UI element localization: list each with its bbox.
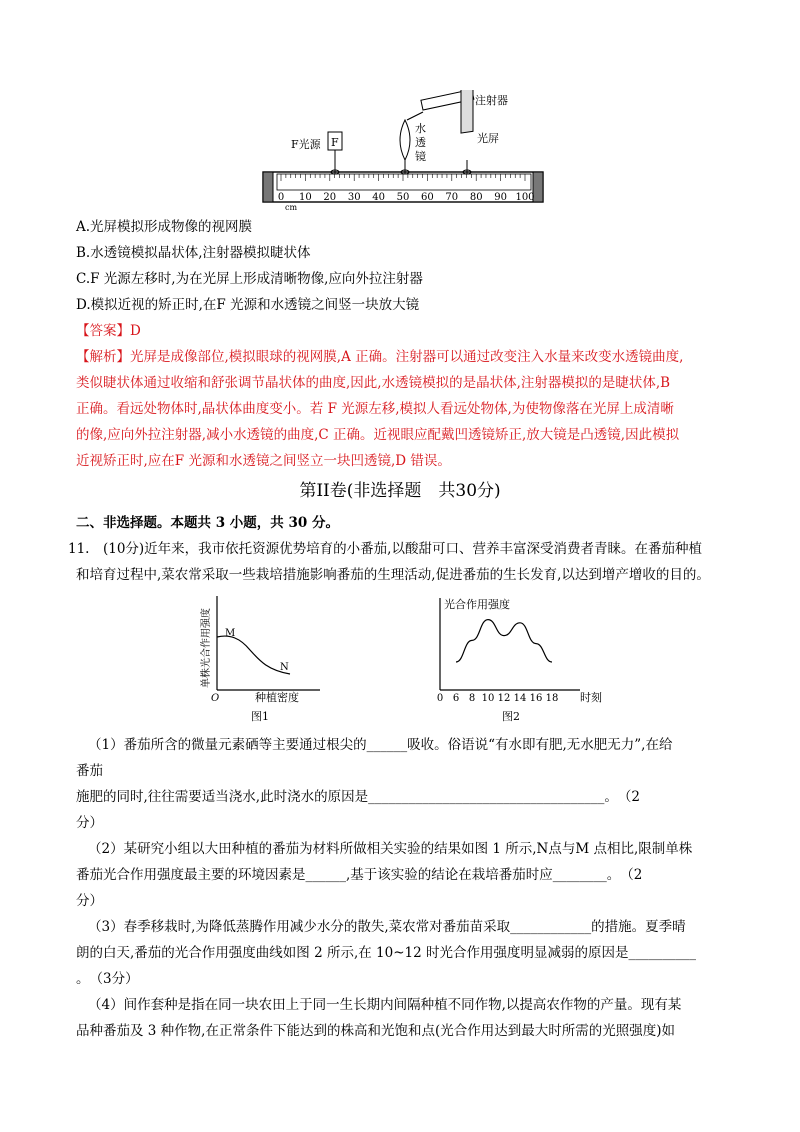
q11-sub-1d: 分）: [76, 815, 103, 831]
fig2-caption: 图2: [502, 710, 520, 723]
fig2-tick-label: 12: [497, 693, 511, 704]
q11-intro-1: 11. (10分)近年来，我市依托资源优势培育的小番茄,以酸甜可口、营养丰富深受消费者青睐。在番茄种植: [68, 541, 702, 557]
fig1-xlabel: 种植密度: [255, 691, 299, 704]
q11-sub-3a: （3）春季移栽时,为降低蒸腾作用减少水分的散失,菜农常对番茄苗采取____________的措施。夏季晴: [88, 919, 686, 935]
ruler-tick-label: 10: [299, 192, 312, 203]
q11-sub-4a: （4）间作套种是指在同一块农田上于同一生长期内间隔种植不同作物,以提高农作物的产量。现有某: [88, 997, 682, 1013]
water-lens-label-2: 透: [415, 136, 426, 149]
q11-sub-4b: 品种番茄及 3 种作物,在正常条件下能达到的株高和光饱和点(光合作用达到最大时所需的光照强度)如: [76, 1023, 675, 1039]
ruler-tick-label: 80: [469, 192, 483, 203]
fig2-curve: [456, 620, 552, 662]
section-heading: 二、非选择题。本题共 3 小题，共 30 分。: [76, 515, 339, 531]
light-screen: [461, 90, 473, 133]
fig2-tick-label: 10: [481, 693, 495, 704]
water-lens: [400, 120, 410, 160]
ruler-tick-label: 50: [396, 192, 410, 203]
fig1-caption: 图1: [251, 710, 269, 723]
fig2-tick-label: 18: [545, 693, 559, 704]
fig2-tick-label: 0: [436, 693, 444, 704]
figure-1: [195, 590, 325, 730]
q11-sub-1b: 番茄: [76, 763, 103, 779]
section-title: 第II卷(非选择题 共30分): [299, 481, 501, 501]
fig2-tick-label: 8: [468, 693, 476, 704]
analysis-line-3: 正确。看远处物体时,晶状体曲度变小。若 F 光源左移,模拟人看远处物体,为使物像落在光屏上成清晰: [76, 401, 674, 417]
fig2-tick-label: 14: [513, 693, 527, 704]
f-letter: F: [331, 136, 339, 149]
ruler-tick-label: 0: [277, 192, 285, 203]
syringe-label: 注射器: [475, 94, 508, 107]
fig2-xlabel: 时刻: [580, 691, 602, 704]
q11-sub-2c: 分）: [76, 893, 103, 909]
q11-sub-1a: （1）番茄所含的微量元素硒等主要通过根尖的______吸收。俗语说“有水即有肥,无水肥无力”,在给: [88, 737, 673, 753]
q11-sub-3b: 朗的白天,番茄的光合作用强度曲线如图 2 所示,在 10~12 时光合作用强度明显减弱的原因是__________: [76, 945, 697, 961]
f-light-source-label: F光源: [291, 138, 321, 151]
fig1-origin: O: [211, 693, 220, 704]
q11-sub-2b: 番茄光合作用强度最主要的环境因素是______,基于该实验的结论在栽培番茄时应________。 （2: [76, 867, 643, 883]
ruler-unit: cm: [285, 203, 298, 212]
analysis-line-5: 近视矫正时,应在F 光源和水透镜之间竖立一块凹透镜,D 错误。: [76, 453, 451, 469]
water-lens-label-3: 镜: [415, 150, 426, 163]
fig1-point-n: N: [280, 662, 289, 673]
figure-2: [430, 590, 630, 730]
answer: 【答案】D: [76, 323, 141, 339]
option-a: A.光屏模拟形成物像的视网膜: [76, 219, 253, 235]
fig2-tick-label: 6: [452, 693, 460, 704]
screen-label: 光屏: [477, 132, 499, 145]
q11-intro-2: 和培育过程中,菜农常采取一些栽培措施影响番茄的生理活动,促进番茄的生长发育,以达到增产增收的目的。: [76, 567, 710, 583]
fig2-ticks: [437, 693, 559, 704]
fig1-point-m: M: [225, 628, 236, 639]
option-c: C.F 光源左移时,为在光屏上形成清晰物像,应向外拉注射器: [76, 271, 423, 287]
q11-sub-3c: 。 （3分）: [76, 971, 139, 987]
option-b: B.水透镜模拟晶状体,注射器模拟睫状体: [76, 245, 311, 261]
fig1-ylabel: 单株光合作用强度: [201, 608, 212, 688]
ruler-tick-label: 20: [323, 192, 337, 203]
q11-sub-2a: （2）某研究小组以大田种植的番茄为材料所做相关实验的结果如图 1 所示,N点与M 点相比,限制单株: [88, 841, 693, 857]
optics-apparatus-figure: [255, 90, 555, 220]
ruler-tick-label: 30: [347, 192, 361, 203]
option-d: D.模拟近视的矫正时,在F 光源和水透镜之间竖一块放大镜: [76, 297, 420, 313]
ruler-tick-label: 90: [494, 192, 507, 203]
analysis-line-2: 类似睫状体通过收缩和舒张调节晶状体的曲度,因此,水透镜模拟的是晶状体,注射器模拟的是睫状体,B: [76, 375, 671, 391]
analysis-line-1: 【解析】光屏是成像部位,模拟眼球的视网膜,A 正确。注射器可以通过改变注入水量来改变水透镜曲度,: [76, 349, 684, 365]
ruler-tick-label: 70: [445, 192, 459, 203]
water-lens-label-1: 水: [415, 122, 426, 135]
ruler-tick-label: 40: [372, 192, 385, 203]
q11-sub-1c: 施肥的同时,往往需要适当浇水,此时浇水的原因是___________________________________。 （2: [76, 789, 640, 805]
ruler-tick-label: 100: [515, 192, 535, 203]
fig2-tick-label: 16: [529, 693, 543, 704]
fig2-ylabel: 光合作用强度: [444, 598, 510, 611]
ruler-tick-label: 60: [421, 192, 434, 203]
analysis-line-4: 的像,应向外拉注射器,减小水透镜的曲度,C 正确。近视眼应配戴凹透镜矫正,放大镜是凸透镜,因此模拟: [76, 427, 680, 443]
